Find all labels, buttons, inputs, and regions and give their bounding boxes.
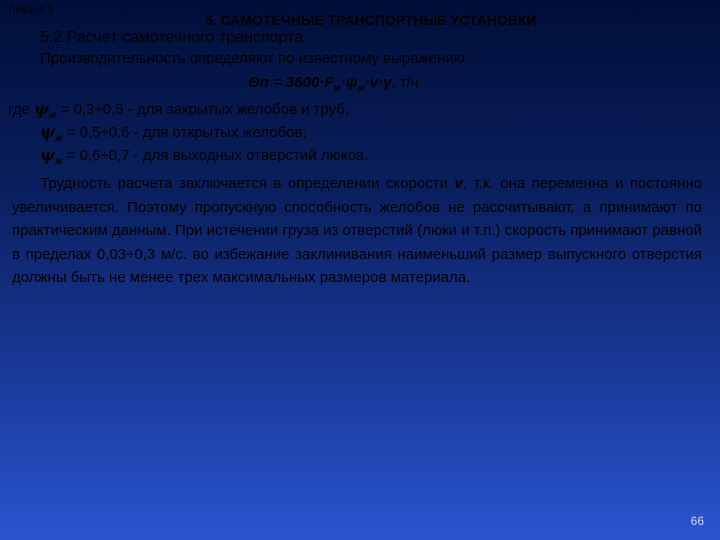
definition-prefix: где: [8, 101, 30, 118]
formula-sub-psi: ж: [357, 83, 365, 94]
definition-line-3: [40, 145, 368, 167]
definition-text: = 0,3÷0,5 - для закрытых желобов и труб;: [56, 101, 350, 118]
paragraph-part-2: , т.к. она переменна и постоянно увеличивается. Поэтому пропускную способность желобов не рассчитывают, а принимают по практическим данным. При истечении груза из отверстий (люки и т.п.) скорость принимают равной в пределах 0,03÷0,3 м/с. во избежание заклинивания наименьший размер выпускного отверстия должны быть не менее трех максимальных размеров материала.: [12, 175, 702, 286]
definition-text: = 0,5÷0,6 - для открытых желобов;: [62, 124, 307, 141]
formula-rhs: ·v·γ: [364, 74, 392, 91]
formula-mid: ·ψ: [340, 74, 358, 91]
psi-subscript: ж: [49, 110, 57, 121]
psi-subscript: ж: [55, 133, 63, 144]
psi-symbol: ψ: [40, 145, 56, 164]
formula-sub-f: ж: [333, 83, 341, 94]
definition-line-2: [40, 122, 307, 144]
paragraph-part-1: Трудность расчета заключается в определении скорости: [40, 175, 455, 192]
slide-title: 5. САМОТЕЧНЫЕ ТРАНСПОРТНЫЕ УСТАНОВКИ: [205, 12, 537, 28]
intro-text: Производительность определяют по известному выражению:: [40, 50, 470, 67]
throughput-formula: [248, 74, 419, 94]
formula-unit: , т/ч: [391, 74, 419, 91]
psi-symbol: ψ: [40, 122, 56, 141]
lecture-label: Лекция 5: [8, 4, 54, 16]
definition-line-1: [8, 99, 349, 121]
psi-symbol: ψ: [34, 99, 50, 118]
velocity-symbol: v: [454, 175, 463, 192]
formula-lhs: Θп = 3600·F: [248, 74, 334, 91]
page-number: 66: [690, 514, 704, 528]
psi-subscript: ж: [55, 156, 63, 167]
section-subtitle: 5.2 Расчет самотечного транспорта: [40, 29, 303, 46]
definition-text: = 0,6÷0,7 - для выходных отверстий люков.: [62, 147, 369, 164]
explanation-paragraph: [12, 172, 702, 290]
